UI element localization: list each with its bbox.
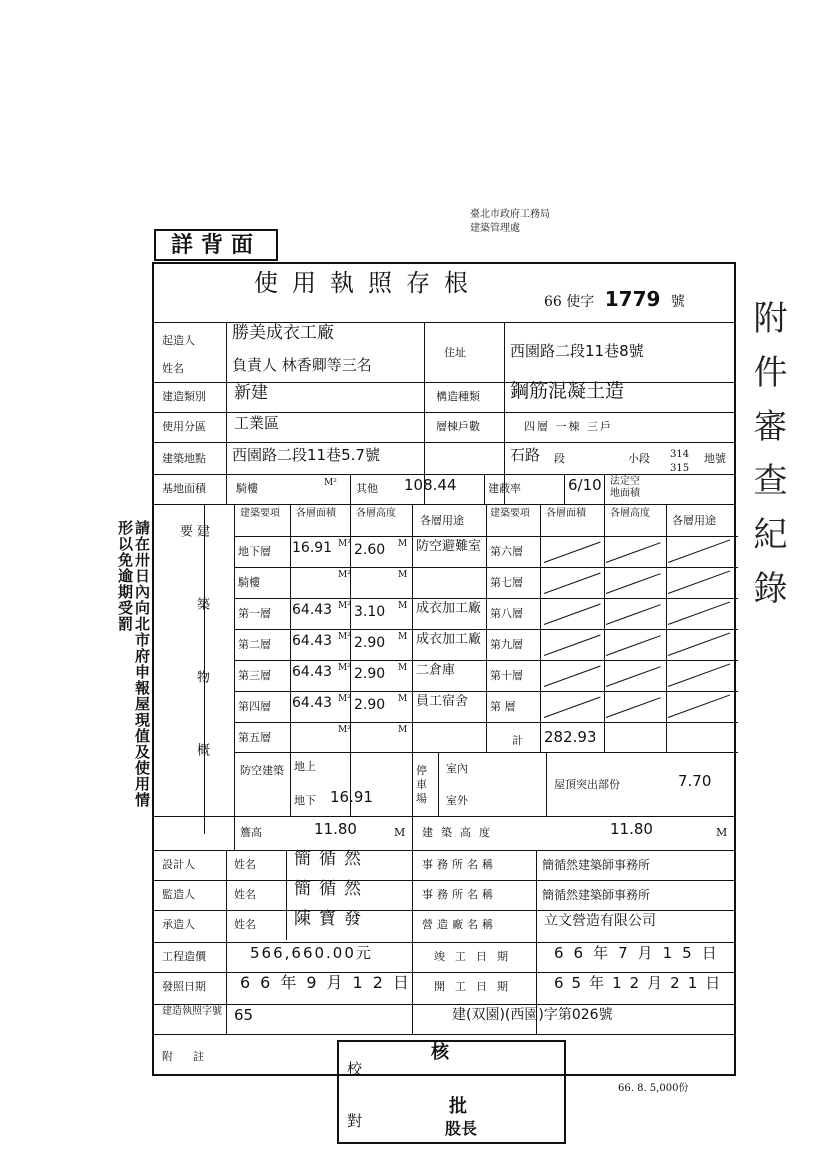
floor-area-unit: M²: [338, 539, 351, 549]
permit-suffix: 號: [670, 294, 685, 310]
arcade-label: 騎樓: [236, 482, 258, 495]
floor-area-left: 64.43: [292, 633, 333, 649]
empty-cell-strike: [668, 663, 730, 687]
parking-in: 室內: [446, 762, 468, 775]
floor-area-unit: M²: [338, 601, 351, 611]
floor-label-left: 第四層: [238, 700, 271, 713]
stamp-b: 對: [347, 1112, 363, 1130]
empty-cell-strike: [544, 573, 601, 594]
permit-stub-form: [152, 262, 736, 1076]
floor-area-left: 64.43: [292, 602, 333, 618]
address-value: 西園路二段11巷8號: [510, 342, 644, 360]
floor-label-left: 第五層: [238, 731, 271, 744]
applicant-value: 勝美成衣工廠: [232, 323, 334, 343]
floor-label-right: 第 層: [490, 700, 516, 713]
contractor-name-label: 姓名: [234, 918, 256, 931]
floor-row-line: [234, 660, 738, 661]
total-value: 282.93: [544, 728, 597, 746]
site-land: 石路: [510, 446, 541, 464]
floor-label-left: 地下層: [238, 545, 271, 558]
floor-height-left: 3.10: [354, 604, 386, 620]
right-side-text: 附件審查紀錄: [747, 300, 787, 624]
floor-use-left: 二倉庫: [416, 663, 456, 678]
floor-label-right: 第十層: [490, 669, 523, 682]
cost-label: 工程造價: [162, 950, 206, 963]
empty-cell-strike: [606, 666, 661, 687]
empty-cell-strike: [606, 542, 661, 563]
floor-label-left: 第二層: [238, 638, 271, 651]
stamp-line-1: 臺北市政府工務局: [470, 209, 550, 220]
complete-value: 66年7月15日: [554, 944, 727, 962]
floor-height-unit: M: [398, 570, 408, 580]
empty-cell-strike: [668, 539, 730, 563]
floor-label-left: 騎樓: [238, 576, 260, 589]
col-item-right: 建築要項: [490, 508, 530, 519]
shelter-label-text: 防空建築: [240, 764, 284, 777]
site-xiaoduan: 小段: [628, 452, 650, 465]
stamp-a: 校: [347, 1060, 363, 1078]
floor-area-unit: M²: [338, 725, 351, 735]
permit-no-year: 65: [234, 1006, 254, 1024]
eave-value: 11.80: [314, 820, 357, 838]
roof-label: 屋頂突出部份: [554, 778, 620, 791]
floor-use-left: 防空避難室: [416, 539, 482, 554]
empty-cell-strike: [668, 570, 730, 594]
footer-print-info: 66. 8. 5,000份: [618, 1083, 689, 1094]
stamp-e: 股長: [445, 1119, 478, 1138]
designer-office: 簡循然建築師事務所: [542, 858, 651, 872]
start-value: 65年12月21日: [554, 974, 729, 992]
use-zone-value: 工業區: [234, 414, 280, 432]
arcade-unit: M²: [324, 478, 337, 488]
header-stamp: [470, 208, 690, 236]
floor-height-left: 2.60: [354, 542, 386, 558]
structure-label: 構造種類: [436, 390, 480, 403]
see-back-label: 詳背面: [154, 229, 278, 261]
structure-value: 鋼筋混凝土造: [510, 380, 625, 402]
empty-cell-strike: [606, 573, 661, 594]
issue-value: 66年9月12日: [240, 973, 419, 992]
permit-no-label: 建造執照字號: [162, 1006, 222, 1017]
floor-row-line: [234, 536, 738, 537]
floor-height-unit: M: [398, 725, 408, 735]
contractor-label: 承造人: [162, 918, 195, 931]
floor-use-left: 成衣加工廠: [416, 601, 482, 616]
floor-height-unit: M: [398, 539, 408, 549]
empty-cell-strike: [668, 601, 730, 625]
applicant-label: 起造人: [162, 334, 195, 347]
site-label: 建築地點: [162, 452, 206, 465]
coverage-value: 6/10: [568, 476, 602, 494]
base-area-label: 基地面積: [162, 482, 206, 495]
shelter-below: 地下: [294, 794, 316, 807]
floor-row-line: [234, 629, 738, 630]
side-label: 建築物概要: [177, 524, 209, 816]
address-label: 住址: [444, 346, 466, 359]
left-note: 請在卅日內向北市府申報屋現值及使用情形以免逾期受罰: [116, 520, 151, 808]
empty-cell-strike: [544, 697, 601, 718]
supervisor-label: 監造人: [162, 888, 195, 901]
permit-value: 1779: [604, 287, 661, 311]
supervisor-name-label: 姓名: [234, 888, 256, 901]
contractor-firm: 立文營造有限公司: [544, 913, 656, 929]
floors-value: 四層 一棟 三戶: [524, 420, 613, 433]
shelter-label: [240, 764, 284, 778]
legal-space-label: 法定空地面積: [610, 476, 640, 499]
floor-use-left: 員工宿舍: [416, 694, 469, 709]
floor-row-line: [234, 598, 738, 599]
bottom-approval-stamp: [337, 1040, 566, 1144]
supervisor-name: 簡循然: [294, 879, 369, 899]
col-area-right: 各層面積: [546, 508, 586, 519]
designer-label: 設計人: [162, 858, 195, 871]
floor-label-right: 第八層: [490, 607, 523, 620]
floor-area-left: 64.43: [292, 695, 333, 711]
designer-name-label: 姓名: [234, 858, 256, 871]
site-address: 西園路二段11巷5.7號: [232, 446, 380, 464]
bldg-height-unit: M: [716, 826, 728, 839]
col-item-left: 建築要項: [240, 508, 280, 519]
floor-height-left: 2.90: [354, 666, 386, 682]
site-duan: 段: [554, 452, 565, 465]
other-label: 其他: [356, 482, 378, 495]
floor-height-unit: M: [398, 632, 408, 642]
cost-value: 566,660.00元: [250, 944, 373, 962]
eave-label: 簷高: [240, 826, 262, 839]
floor-area-left: 64.43: [292, 664, 333, 680]
roof-value: 7.70: [678, 772, 712, 790]
permit-prefix: 66: [544, 294, 562, 310]
col-height-left: 各層高度: [356, 508, 396, 519]
col-area-left: 各層面積: [296, 508, 336, 519]
total-label: 計: [512, 734, 523, 747]
floor-label-left: 第三層: [238, 669, 271, 682]
contractor-name: 陳寶發: [294, 909, 369, 929]
floor-height-left: 2.90: [354, 635, 386, 651]
permit-no-value: 建(双園)(西園)字第026號: [452, 1007, 613, 1023]
col-use-left: 各層用途: [420, 514, 464, 527]
bldg-height-value: 11.80: [610, 820, 653, 838]
owner-value: 負責人 林香卿等三名: [232, 356, 372, 374]
supervisor-office-label: 事務所名稱: [422, 888, 497, 901]
floor-row-line: [234, 691, 738, 692]
stamp-line-2: 建築管理處: [470, 223, 520, 234]
designer-name: 簡循然: [294, 849, 369, 869]
floor-label-right: 第六層: [490, 545, 523, 558]
build-type-label: 建造類別: [162, 390, 206, 403]
floor-height-unit: M: [398, 601, 408, 611]
floor-area-unit: M²: [338, 694, 351, 704]
designer-office-label: 事務所名稱: [422, 858, 497, 871]
empty-cell-strike: [544, 635, 601, 656]
floor-area-left: 16.91: [292, 540, 333, 556]
floor-label-right: 第九層: [490, 638, 523, 651]
parking-label: 停車場: [416, 764, 427, 805]
floor-area-unit: M²: [338, 663, 351, 673]
site-lot-label: 地號: [704, 452, 726, 465]
coverage-label: 建蔽率: [488, 482, 521, 495]
stamp-c: 核: [431, 1042, 449, 1063]
floor-row-line: [234, 722, 738, 723]
floor-row-line: [234, 567, 738, 568]
stamp-d: 批: [449, 1096, 467, 1117]
note-label: 附註: [162, 1050, 224, 1063]
empty-cell-strike: [606, 697, 661, 718]
empty-cell-strike: [668, 632, 730, 656]
shelter-below-value: 16.91: [330, 788, 373, 806]
empty-cell-strike: [544, 604, 601, 625]
floor-area-unit: M²: [338, 632, 351, 642]
floor-label-right: 第七層: [490, 576, 523, 589]
supervisor-office: 簡循然建築師事務所: [542, 888, 651, 902]
permit-number: [544, 287, 685, 311]
col-height-right: 各層高度: [610, 508, 650, 519]
empty-cell-strike: [544, 666, 601, 687]
floor-height-unit: M: [398, 694, 408, 704]
use-zone-label: 使用分區: [162, 420, 206, 433]
permit-mid: 使字: [566, 294, 595, 310]
parking-out: 室外: [446, 794, 468, 807]
issue-label: 發照日期: [162, 980, 206, 993]
floor-area-unit: M²: [338, 570, 351, 580]
empty-cell-strike: [668, 694, 730, 718]
bldg-height-label: 建築高度: [422, 826, 498, 839]
build-type-value: 新建: [234, 383, 268, 403]
other-value: 108.44: [404, 476, 457, 494]
site-lots: 314 315: [670, 449, 690, 474]
empty-cell-strike: [544, 542, 601, 563]
floor-height-unit: M: [398, 663, 408, 673]
empty-cell-strike: [606, 635, 661, 656]
col-use-right: 各層用途: [672, 514, 716, 527]
eave-unit: M: [394, 826, 406, 839]
floor-use-left: 成衣加工廠: [416, 632, 482, 647]
start-label: 開工日期: [434, 980, 518, 993]
name-label: 姓名: [162, 362, 184, 375]
floor-height-left: 2.90: [354, 697, 386, 713]
shelter-above: 地上: [294, 760, 316, 773]
contractor-firm-label: 營造廠名稱: [422, 918, 497, 931]
floors-label: 層棟戶數: [436, 420, 480, 433]
form-title: 使用執照存根: [254, 269, 482, 297]
complete-label: 竣工日期: [434, 950, 518, 963]
floor-label-left: 第一層: [238, 607, 271, 620]
empty-cell-strike: [606, 604, 661, 625]
